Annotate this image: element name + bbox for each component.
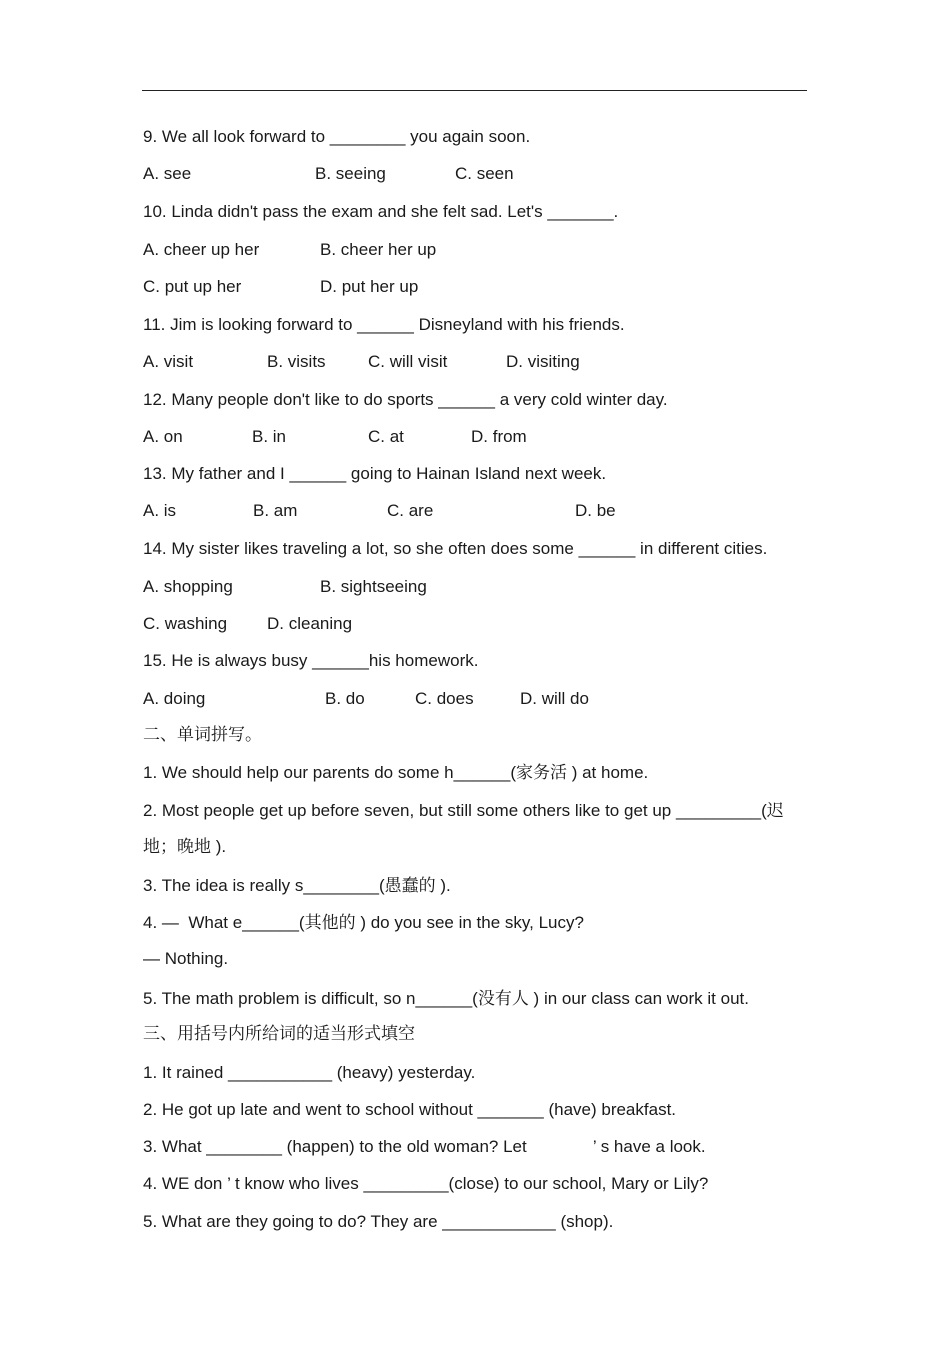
question-12-option-c: C. at [368, 427, 404, 446]
question-14-stem: 14. My sister likes traveling a lot, so she often does some ______ in different cities. [143, 539, 768, 558]
question-13-option-c: C. are [387, 501, 434, 520]
question-12-stem: 12. Many people don't like to do sports ______ a very cold winter day. [143, 390, 668, 409]
header-rule [142, 90, 807, 91]
spelling-item-2-continued: 地；晚地 ). [143, 837, 227, 856]
section-3-heading: 三、用括号内所给词的适当形式填空 [143, 1024, 415, 1044]
question-9-option-b: B. seeing [315, 164, 386, 183]
spelling-item-4: 4. — What e______(其他的 ) do you see in the sky, Lucy? [143, 913, 584, 932]
question-11-option-d: D. visiting [506, 352, 580, 371]
question-12-option-a: A. on [143, 427, 183, 446]
question-12-option-d: D. from [471, 427, 527, 446]
question-10-option-c: C. put up her [143, 277, 242, 296]
question-12-option-b: B. in [252, 427, 287, 446]
spelling-item-2: 2. Most people get up before seven, but still some others like to get up _________(迟 [143, 801, 784, 820]
section-2-heading: 二、单词拼写。 [143, 725, 262, 745]
fill-item-2: 2. He got up late and went to school without _______ (have) breakfast. [143, 1100, 677, 1119]
question-15-option-b: B. do [325, 689, 365, 708]
question-11-option-c: C. will visit [368, 352, 448, 371]
question-13-option-a: A. is [143, 501, 177, 520]
question-10-stem: 10. Linda didn't pass the exam and she felt sad. Let's _______. [143, 202, 619, 221]
fill-item-1: 1. It rained ___________ (heavy) yesterday. [143, 1063, 476, 1082]
question-14-option-a: A. shopping [143, 577, 233, 596]
fill-item-5: 5. What are they going to do? They are ____________ (shop). [143, 1212, 614, 1231]
spelling-item-5: 5. The math problem is difficult, so n______(没有人 ) in our class can work it out. [143, 989, 749, 1008]
question-15-stem: 15. He is always busy ______his homework. [143, 651, 479, 670]
question-9-option-a: A. see [143, 164, 192, 183]
spelling-item-3: 3. The idea is really s________(愚蠢的 ). [143, 876, 451, 895]
question-11-option-b: B. visits [267, 352, 326, 371]
spelling-item-1: 1. We should help our parents do some h______(家务活 ) at home. [143, 763, 649, 782]
question-9-option-c: C. seen [455, 164, 514, 183]
question-13-option-d: D. be [575, 501, 616, 520]
question-10-option-b: B. cheer her up [320, 240, 437, 259]
question-10-option-d: D. put her up [320, 277, 419, 296]
question-14-option-d: D. cleaning [267, 614, 353, 633]
question-10-option-a: A. cheer up her [143, 240, 260, 259]
question-13-stem: 13. My father and I ______ going to Hainan Island next week. [143, 464, 607, 483]
spelling-item-4-answer: — Nothing. [143, 949, 229, 968]
question-15-option-c: C. does [415, 689, 474, 708]
question-14-option-c: C. washing [143, 614, 228, 633]
question-15-option-d: D. will do [520, 689, 589, 708]
question-9-stem: 9. We all look forward to ________ you again soon. [143, 127, 531, 146]
question-15-option-a: A. doing [143, 689, 206, 708]
question-11-stem: 11. Jim is looking forward to ______ Disneyland with his friends. [143, 315, 625, 334]
question-13-option-b: B. am [253, 501, 298, 520]
question-11-option-a: A. visit [143, 352, 194, 371]
fill-item-4: 4. WE don ’ t know who lives _________(close) to our school, Mary or Lily? [143, 1174, 709, 1193]
question-14-option-b: B. sightseeing [320, 577, 427, 596]
fill-item-3: 3. What ________ (happen) to the old woman? Let ’ s have a look. [143, 1137, 706, 1156]
